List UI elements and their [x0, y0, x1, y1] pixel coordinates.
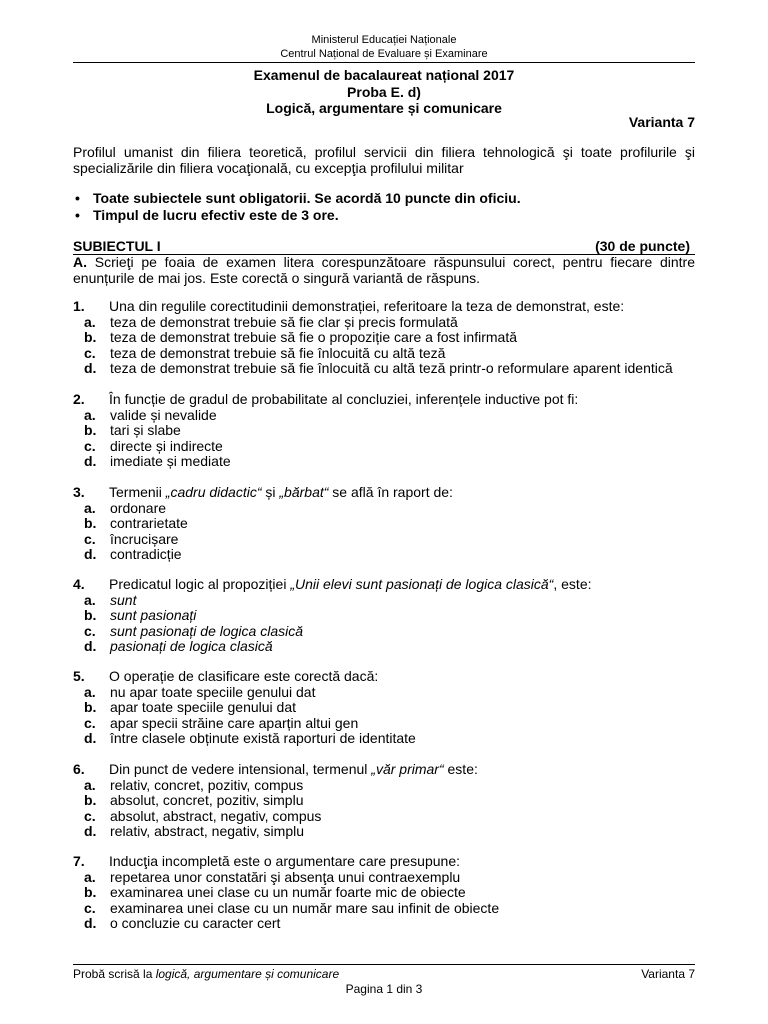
answer-option-b: b. apar toate speciile genului dat	[84, 699, 297, 715]
footer-divider	[73, 964, 695, 965]
exam-name: Examenul de bacalaureat național 2017	[253, 67, 515, 83]
answer-option-b: b. absolut, concret, pozitiv, simplu	[84, 792, 304, 808]
section-title: SUBIECTUL I	[73, 238, 161, 254]
answer-option-d: d. contradicție	[84, 546, 182, 562]
answer-option-d: d. pasionați de logica clasică	[84, 638, 273, 654]
question-stem: 5. O operație de clasificare este corectă dacă:	[73, 668, 379, 684]
question-stem: 1. Una din regulile corectitudinii demonstrației, referitoare la teza de demonstrat, este:	[73, 298, 625, 314]
question-number: 2.	[73, 391, 85, 407]
question-6	[73, 762, 695, 840]
answer-option-a: a. valide și nevalide	[84, 406, 217, 423]
variant-label: Varianta 7	[628, 114, 695, 130]
section-points: (30 de puncte)	[595, 238, 690, 254]
question-stem: 3. Termenii „cadru didactic“ și „bărbat“ se află în raport de:	[73, 484, 453, 500]
answer-option-c: c. teza de demonstrat trebuie să fie înlocuită cu altă teză	[84, 344, 446, 361]
answer-option-b: b. sunt pasionați	[84, 607, 197, 623]
question-number: 7.	[73, 853, 85, 869]
answer-option-a: a. nu apar toate speciile genului dat	[84, 683, 316, 700]
answer-option-c: c. încrucișare	[84, 530, 179, 547]
question-number: 4.	[73, 576, 85, 592]
answer-option-d: d. o concluzie cu caracter cert	[84, 915, 281, 931]
question-7	[73, 854, 695, 932]
ministry-name: Ministerul Educației Naționale	[311, 34, 457, 46]
question-2	[73, 392, 695, 470]
section-heading	[73, 238, 695, 255]
exam-subject: Logică, argumentare și comunicare	[266, 100, 502, 116]
question-stem: 6. Din punct de vedere intensional, termenul „văr primar“ este:	[73, 761, 478, 777]
answer-option-b: b. teza de demonstrat trebuie să fie o propoziție care a fost infirmată	[84, 329, 517, 345]
question-stem: 4. Predicatul logic al propoziției „Unii elevi sunt pasionați de logica clasică“, este:	[73, 576, 592, 592]
answer-option-c: c. directe și indirecte	[84, 437, 223, 454]
answer-option-a: a. relativ, concret, pozitiv, compus	[84, 776, 304, 793]
part-text: Scrieţi pe foaia de examen litera corespunzătoare răspunsului corect, pentru fiecare dintre enunțurile de mai jos. Este corectă o singură variantă de răspuns.	[73, 254, 695, 286]
answer-option-b: b. tari și slabe	[84, 422, 181, 438]
answer-option-c: c. apar specii străine care aparțin altui gen	[84, 714, 359, 731]
instructions-list	[73, 190, 695, 224]
instruction-item: • Timpul de lucru efectiv este de 3 ore.	[73, 207, 695, 224]
question-number: 3.	[73, 484, 85, 500]
answer-option-d: d. între clasele obținute există raporturi de identitate	[84, 730, 416, 746]
exam-proba: Proba E. d)	[347, 83, 421, 100]
instruction-item: • Toate subiectele sunt obligatorii. Se acordă 10 puncte din oficiu.	[73, 190, 695, 207]
question-number: 1.	[73, 298, 85, 314]
part-label: A.	[73, 254, 87, 270]
answer-option-a: a. teza de demonstrat trebuie să fie clar și precis formulată	[84, 313, 458, 330]
section-instructions	[73, 254, 695, 286]
question-1	[73, 299, 695, 377]
profile-description: Profilul umanist din filiera teoretică, profilul servicii din filiera tehnologică şi toate profilurile şi specializările din filiera vocaţională, cu excepţia profilului militar	[73, 144, 695, 176]
answer-option-a: a. repetarea unor constatări şi absenţa unui contraexemplu	[84, 868, 461, 885]
header-divider	[73, 62, 695, 63]
answer-option-c: c. sunt pasionați de logica clasică	[84, 622, 304, 639]
footer-variant: Varianta 7	[641, 967, 695, 981]
page-number: Pagina 1 din 3	[345, 982, 423, 996]
exam-title	[0, 67, 768, 117]
answer-option-d: d. imediate și mediate	[84, 453, 231, 469]
question-5	[73, 669, 695, 747]
question-stem: 7. Inducţia incompletă este o argumentare care presupune:	[73, 853, 460, 869]
answer-option-d: d. teza de demonstrat trebuie să fie înlocuită cu altă teză printr-o reformulare aparent identică	[84, 360, 673, 376]
question-3	[73, 485, 695, 563]
answer-option-a: a. sunt	[84, 591, 137, 608]
answer-option-a: a. ordonare	[84, 499, 167, 516]
answer-option-d: d. relativ, abstract, negativ, simplu	[84, 823, 305, 839]
footer-subject: Probă scrisă la logică, argumentare și comunicare	[73, 967, 340, 981]
ministry-header	[0, 33, 768, 61]
answer-option-b: b. contrarietate	[84, 515, 188, 531]
question-number: 6.	[73, 761, 85, 777]
question-stem: 2. În funcție de gradul de probabilitate al concluziei, inferențele inductive pot fi:	[73, 391, 579, 407]
question-number: 5.	[73, 668, 85, 684]
answer-option-b: b. examinarea unei clase cu un număr foarte mic de obiecte	[84, 884, 466, 900]
answer-option-c: c. absolut, abstract, negativ, compus	[84, 807, 322, 824]
question-4	[73, 577, 695, 655]
center-name: Centrul Național de Evaluare și Examinare	[280, 48, 488, 60]
answer-option-c: c. examinarea unei clase cu un număr mare sau infinit de obiecte	[84, 899, 500, 916]
